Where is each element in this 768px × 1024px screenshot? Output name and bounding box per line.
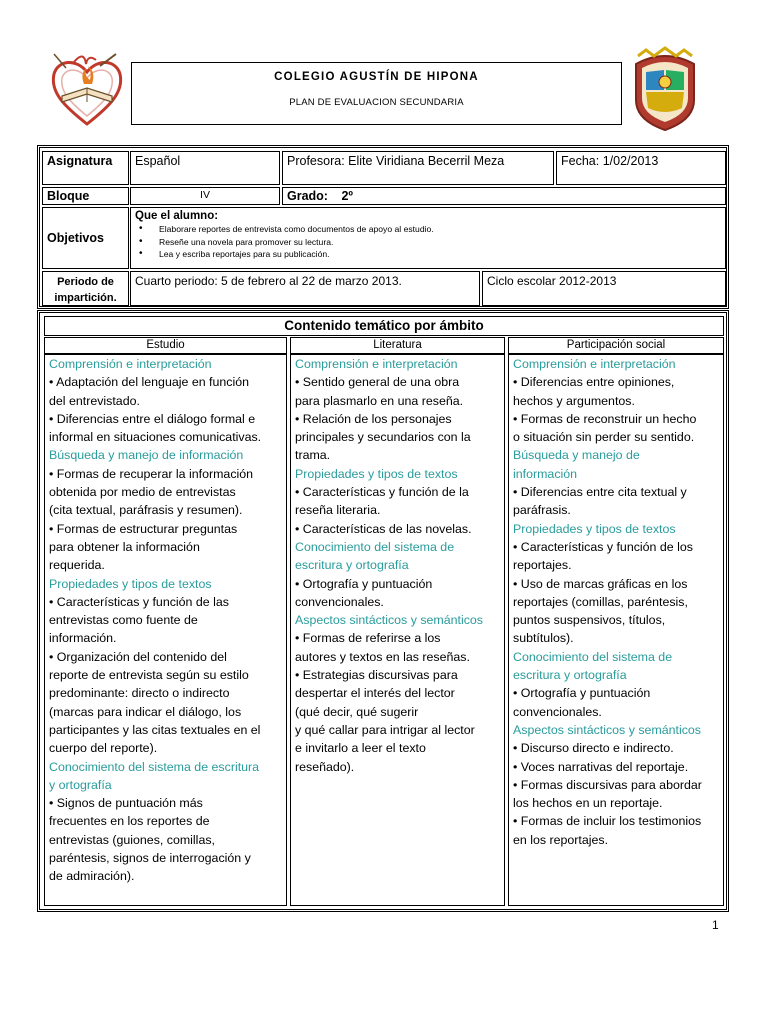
section-heading: y ortografía [49, 777, 112, 792]
content-line: los hechos en un reportaje. [513, 796, 663, 811]
objetivos-list [135, 223, 721, 261]
asignatura-label: Asignatura [42, 151, 129, 185]
objetivo-item: • Elaborare reportes de entrevista como documentos de apoyo al estudio. [155, 223, 721, 236]
content-line: • Características y función de los [513, 539, 693, 554]
section-heading: Comprensión e interpretación [295, 357, 458, 371]
content-line: reportajes (comillas, paréntesis, [513, 594, 688, 609]
content-line: hechos y argumentos. [513, 393, 635, 408]
content-line: reseña literaria. [295, 503, 381, 518]
objetivos-cell [130, 207, 726, 269]
content-line: requerida. [49, 558, 105, 573]
content-line: y qué callar para intrigar al lector [295, 722, 475, 737]
section-heading: Conocimiento del sistema de [295, 539, 455, 554]
profesora-label: Profesora: [287, 154, 345, 168]
content-line: obtenida por medio de entrevistas [49, 485, 236, 500]
plan-title: PLAN DE EVALUACION SECUNDARIA [289, 97, 464, 108]
content-title: Contenido temático por ámbito [44, 316, 724, 336]
content-line: entrevistas como fuente de [49, 613, 198, 628]
objetivo-item: • Lea y escriba reportajes para su publicación. [155, 248, 721, 261]
grado-value: 2º [341, 189, 353, 203]
ciclo-escolar: Ciclo escolar 2012-2013 [482, 271, 726, 306]
content-line: (cita textual, paráfrasis y resumen). [49, 503, 243, 518]
section-heading: Comprensión e interpretación [49, 357, 212, 371]
title-box [131, 62, 622, 125]
content-line: paráfrasis. [513, 503, 571, 518]
section-heading: Conocimiento del sistema de escritura [49, 759, 260, 774]
content-line: subtítulos). [513, 631, 574, 646]
fecha-value: 1/02/2013 [602, 154, 659, 168]
content-line: para plasmarlo en una reseña. [295, 393, 464, 408]
asignatura-value: Español [130, 151, 280, 185]
content-line: • Voces narrativas del reportaje. [513, 759, 689, 774]
content-line: o situación sin perder su sentido. [513, 430, 695, 445]
section-heading: Propiedades y tipos de textos [49, 576, 212, 591]
content-line: del entrevistado. [49, 393, 140, 408]
column-participacion [508, 354, 724, 906]
content-line: convencionales. [295, 594, 384, 609]
content-line: • Características y función de las [49, 594, 229, 609]
column-header-literatura: Literatura [290, 337, 505, 354]
section-heading: Conocimiento del sistema de [513, 649, 673, 664]
periodo-value: Cuarto periodo: 5 de febrero al 22 de marzo 2013. [130, 271, 480, 306]
content-line: (qué decir, qué sugerir [295, 704, 419, 719]
profesora-value: Elite Viridiana Becerril Meza [348, 154, 505, 168]
content-line: frecuentes en los reportes de [49, 814, 210, 829]
content-line: en los reportajes. [513, 832, 609, 847]
content-line: puntos suspensivos, títulos, [513, 613, 666, 628]
section-heading: información [513, 466, 578, 481]
content-line: cuerpo del reporte). [49, 741, 158, 756]
content-line: • Formas de recuperar la información [49, 466, 254, 481]
column-estudio [44, 354, 287, 906]
content-line: • Diferencias entre cita textual y [513, 485, 687, 500]
section-heading: escritura y ortografía [295, 558, 409, 573]
fecha-cell [556, 151, 726, 185]
content-line: principales y secundarios con la [295, 430, 471, 445]
section-heading: Aspectos sintácticos y semánticos [295, 613, 484, 628]
objetivo-item: • Reseñe una novela para promover su lectura. [155, 236, 721, 249]
periodo-label: Periodo de impartición. [42, 271, 129, 306]
profesora-cell [282, 151, 554, 185]
content-line: trama. [295, 448, 331, 463]
column-header-estudio: Estudio [44, 337, 287, 354]
fecha-label: Fecha: [561, 154, 600, 168]
content-line: predominante: directo o indirecto [49, 686, 230, 701]
content-line: • Ortografía y puntuación [295, 576, 433, 591]
content-line: • Formas discursivas para abordar [513, 777, 702, 792]
column-literatura [290, 354, 505, 906]
content-line: • Uso de marcas gráficas en los [513, 576, 688, 591]
content-line: • Características y función de la [295, 485, 469, 500]
school-name: COLEGIO AGUSTÍN DE HIPONA [274, 71, 479, 83]
content-line: • Diferencias entre opiniones, [513, 375, 675, 390]
section-heading: Propiedades y tipos de textos [513, 521, 676, 536]
section-heading: Propiedades y tipos de textos [295, 466, 458, 481]
content-line: • Ortografía y puntuación [513, 686, 651, 701]
page-number: 1 [712, 918, 719, 932]
content-line: autores y textos en las reseñas. [295, 649, 470, 664]
content-line: para obtener la información [49, 539, 200, 554]
bloque-value: IV [130, 187, 280, 205]
content-line: entrevistas (guiones, comillas, [49, 832, 215, 847]
state-coat-of-arms-icon [624, 46, 706, 132]
content-line: • Organización del contenido del [49, 649, 227, 664]
content-line: • Formas de reconstruir un hecho [513, 411, 697, 426]
content-line: • Formas de referirse a los [295, 631, 441, 646]
content-line: reseñado). [295, 759, 355, 774]
objetivos-intro: Que el alumno: [135, 210, 219, 222]
section-heading: Aspectos sintácticos y semánticos [513, 722, 702, 737]
content-line: reportajes. [513, 558, 572, 573]
section-heading: Búsqueda y manejo de [513, 448, 640, 463]
content-line: informal en situaciones comunicativas. [49, 430, 262, 445]
content-table [37, 310, 729, 912]
section-heading: Búsqueda y manejo de información [49, 448, 244, 463]
column-header-participacion: Participación social [508, 337, 724, 354]
content-line: • Sentido general de una obra [295, 375, 460, 390]
school-crest-icon [44, 44, 130, 130]
content-line: • Formas de incluir los testimonios [513, 814, 702, 829]
content-line: • Signos de puntuación más [49, 796, 203, 811]
bloque-label: Bloque [42, 187, 129, 205]
info-table [37, 145, 729, 309]
content-line: de admiración). [49, 869, 135, 884]
content-line: • Relación de los personajes [295, 411, 452, 426]
section-heading: escritura y ortografía [513, 668, 627, 683]
content-line: • Discurso directo e indirecto. [513, 741, 674, 756]
grado-cell [282, 187, 726, 205]
content-line: • Diferencias entre el diálogo formal e [49, 411, 256, 426]
content-line: e invitarlo a leer el texto [295, 741, 426, 756]
content-line: despertar el interés del lector [295, 686, 455, 701]
content-line: información. [49, 631, 117, 646]
content-line: reporte de entrevista según su estilo [49, 668, 249, 683]
grado-label: Grado: [287, 189, 328, 203]
content-line: • Adaptación del lenguaje en función [49, 375, 249, 390]
content-line: (marcas para indicar el diálogo, los [49, 704, 242, 719]
content-line: convencionales. [513, 704, 602, 719]
content-line: • Formas de estructurar preguntas [49, 521, 238, 536]
content-line: • Estrategias discursivas para [295, 668, 458, 683]
content-line: paréntesis, signos de interrogación y [49, 851, 251, 866]
content-line: participantes y las citas textuales en el [49, 722, 261, 737]
content-line: • Características de las novelas. [295, 521, 472, 536]
section-heading: Comprensión e interpretación [513, 357, 676, 371]
objetivos-label: Objetivos [42, 207, 129, 269]
